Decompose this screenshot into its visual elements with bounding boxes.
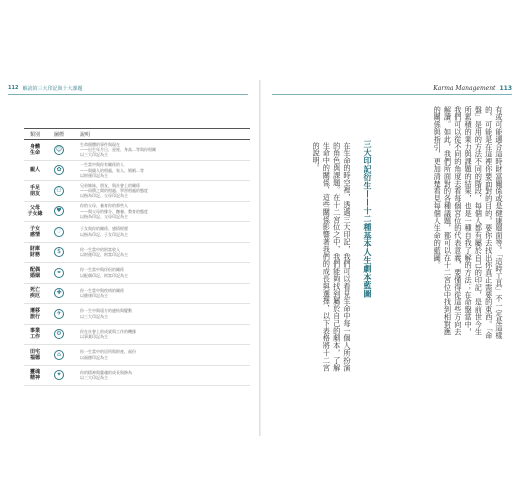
row-icon-cell	[46, 268, 72, 278]
right-running-header	[433, 82, 512, 94]
parents-icon: ♥	[54, 206, 64, 216]
description-line: 你一生當中與疾病的關係	[80, 287, 124, 293]
body-paragraph-2: 在生命的時空裡，透過三大印記，我們可以看見生命中每一個人所扮演的角色與課題。在十二宮位之中，我們能夠找到屬於自己的劇本，了解生命中的關係，這些關係影響著我們的成長與選擇，以下表格將十二宮的說明。	[312, 142, 352, 372]
row-icon-cell	[46, 329, 72, 339]
right-header-rule	[272, 94, 512, 95]
row-icon-cell	[46, 145, 72, 155]
row-description	[72, 349, 250, 360]
person-icon: ☺	[55, 145, 63, 153]
description-line: 你的父母、養育你的那些人	[80, 203, 128, 209]
description-line: ——與父母的緣分、撫養、教育的態度	[80, 208, 148, 214]
spirit-icon: ✦	[54, 370, 64, 380]
row-description	[72, 370, 250, 381]
section-heading: 三大印記衍生——十二種基本人生劇本藍圖	[363, 140, 373, 298]
row-description	[72, 183, 250, 199]
row-icon-cell	[46, 350, 72, 360]
table-row	[24, 304, 250, 325]
table-row	[24, 243, 250, 264]
description-line: 以福德印記為主	[80, 354, 108, 360]
description-line: 以健康印記為主	[80, 293, 108, 299]
table-row	[24, 284, 250, 305]
header-description: 說明	[80, 131, 91, 138]
row-description	[72, 247, 250, 258]
description-line: 你的精神與靈魂的成長與修為	[80, 369, 132, 375]
row-icon-cell	[46, 247, 72, 257]
description-line: 子女與你的關係、感情經歷	[80, 226, 128, 232]
row-category: 事業 工作	[29, 328, 40, 341]
twelve-palaces-table	[24, 128, 250, 386]
header-icon: 圖標	[53, 131, 64, 138]
description-line: 以三大印記為主	[80, 375, 108, 381]
description-line: 一生當中與你有關係的人	[80, 162, 124, 168]
row-icon-cell	[46, 186, 72, 196]
table-row	[24, 202, 250, 223]
left-page	[8, 82, 256, 434]
description-line: 你一生當中的居所與財產、福份	[80, 349, 136, 355]
row-description	[72, 308, 250, 319]
table-header	[24, 128, 250, 140]
travel-icon: ✈	[54, 309, 64, 319]
description-line: 以指為印記、父母印記為主	[80, 193, 128, 199]
row-icon-cell	[46, 370, 72, 380]
description-line: ——與親人的相處，家人、婚姻…等	[80, 167, 144, 173]
description-line: 以財運印記、財富印記為主	[80, 252, 128, 258]
description-line: 你在社會上的成就與工作的機緣	[80, 328, 136, 334]
friends-icon: ⚇	[54, 186, 64, 196]
description-line: ——出生年月日、星座、身高…等與你相關	[80, 147, 156, 153]
description-line: 以三大印記為主	[80, 152, 108, 158]
description-line: ——同儕之間的相處、學習相處的態度	[80, 188, 148, 194]
description-line: 以指為印記、父母印記為主	[80, 213, 128, 219]
table-body	[24, 140, 250, 386]
row-category: 配偶 婚姻	[29, 266, 40, 279]
left-running-title: 解読的三大印記與十大課題	[22, 85, 83, 92]
description-line: 以三大印記為主	[80, 313, 108, 319]
row-category: 財庫 財務	[29, 246, 40, 259]
wealth-icon: $	[54, 247, 64, 257]
family-icon: ✿	[54, 165, 64, 175]
health-icon: ✚	[54, 288, 64, 298]
row-category: 靈魂 精神	[29, 369, 40, 382]
right-page	[264, 82, 512, 434]
table-row	[24, 140, 250, 161]
body-paragraph-1: 有或可能適合這時財富關係或是健康層面等。「這時工具」不一定是這樣的，可能是在這裡你要面對的目的，要你去找出你真正需要的東西。「命盤」是用的方法不同的階段，每個人都有屬於自己的印記，是前世今生所累積的業力與課題的結果，也是一種自我了解的方法；在命盤當中，我們可以從不同的角度去看每個宮位的代表意義，要懂得從這些方向去解讀。如此，我們所面對的各種議題，都可以在十二宮位中找到相對應的關係與指引，更加清楚看見每個人生命的藍圖。	[433, 106, 504, 340]
row-description	[72, 329, 250, 340]
left-page-number: 112	[8, 85, 19, 91]
description-line: 以事業印記為主	[80, 334, 108, 340]
row-icon-cell	[46, 165, 72, 175]
row-category: 死亡 疾厄	[29, 287, 40, 300]
row-category: 親人	[29, 167, 40, 174]
header-category: 類別	[29, 131, 40, 138]
row-icon-cell	[46, 288, 72, 298]
row-description	[72, 267, 250, 278]
table-row	[24, 345, 250, 366]
description-line: 以指為印記、子女印記為主	[80, 231, 128, 237]
row-category: 田宅 福德	[29, 348, 40, 361]
right-page-number: 113	[499, 84, 512, 92]
row-description	[72, 162, 250, 178]
row-icon-cell	[46, 309, 72, 319]
row-description	[72, 203, 250, 219]
description-line: 生命個體的事件與現在	[80, 141, 120, 147]
row-icon-cell	[46, 206, 72, 216]
description-line: 你一生中與遠方的連結與變動	[80, 308, 132, 314]
row-description	[72, 288, 250, 299]
description-line: 你一生當中的財富收入	[80, 246, 120, 252]
home-icon: ⌂	[54, 350, 64, 360]
left-running-header	[8, 82, 82, 94]
table-row	[24, 161, 250, 182]
table-row	[24, 263, 250, 284]
row-category: 手足 朋友	[29, 184, 40, 197]
description-line: 以財運印記為主	[80, 172, 108, 178]
table-row	[24, 181, 250, 202]
row-description	[72, 142, 250, 158]
table-row	[24, 222, 250, 243]
career-icon: ⚙	[54, 329, 64, 339]
row-category: 遷移 旅行	[29, 307, 40, 320]
description-line: 你一生當中與伴侶的關係	[80, 267, 124, 273]
table-row	[24, 325, 250, 346]
table-row	[24, 366, 250, 387]
right-running-title: Karma Management	[433, 84, 496, 92]
book-gutter	[259, 80, 261, 436]
description-line: 以配偶印記、財富印記為主	[80, 272, 128, 278]
row-icon-cell	[46, 227, 72, 237]
spouse-icon: ⚭	[54, 268, 64, 278]
row-description	[72, 226, 250, 237]
description-line: 兄弟姊妹，朋友，與社會上的關係	[80, 182, 140, 188]
row-category: 子女 感情	[29, 225, 40, 238]
row-category: 身體 生命	[29, 143, 40, 156]
left-header-rule	[8, 94, 248, 95]
children-icon: ♡	[54, 227, 64, 237]
row-category: 父母 子女緣	[27, 205, 43, 218]
